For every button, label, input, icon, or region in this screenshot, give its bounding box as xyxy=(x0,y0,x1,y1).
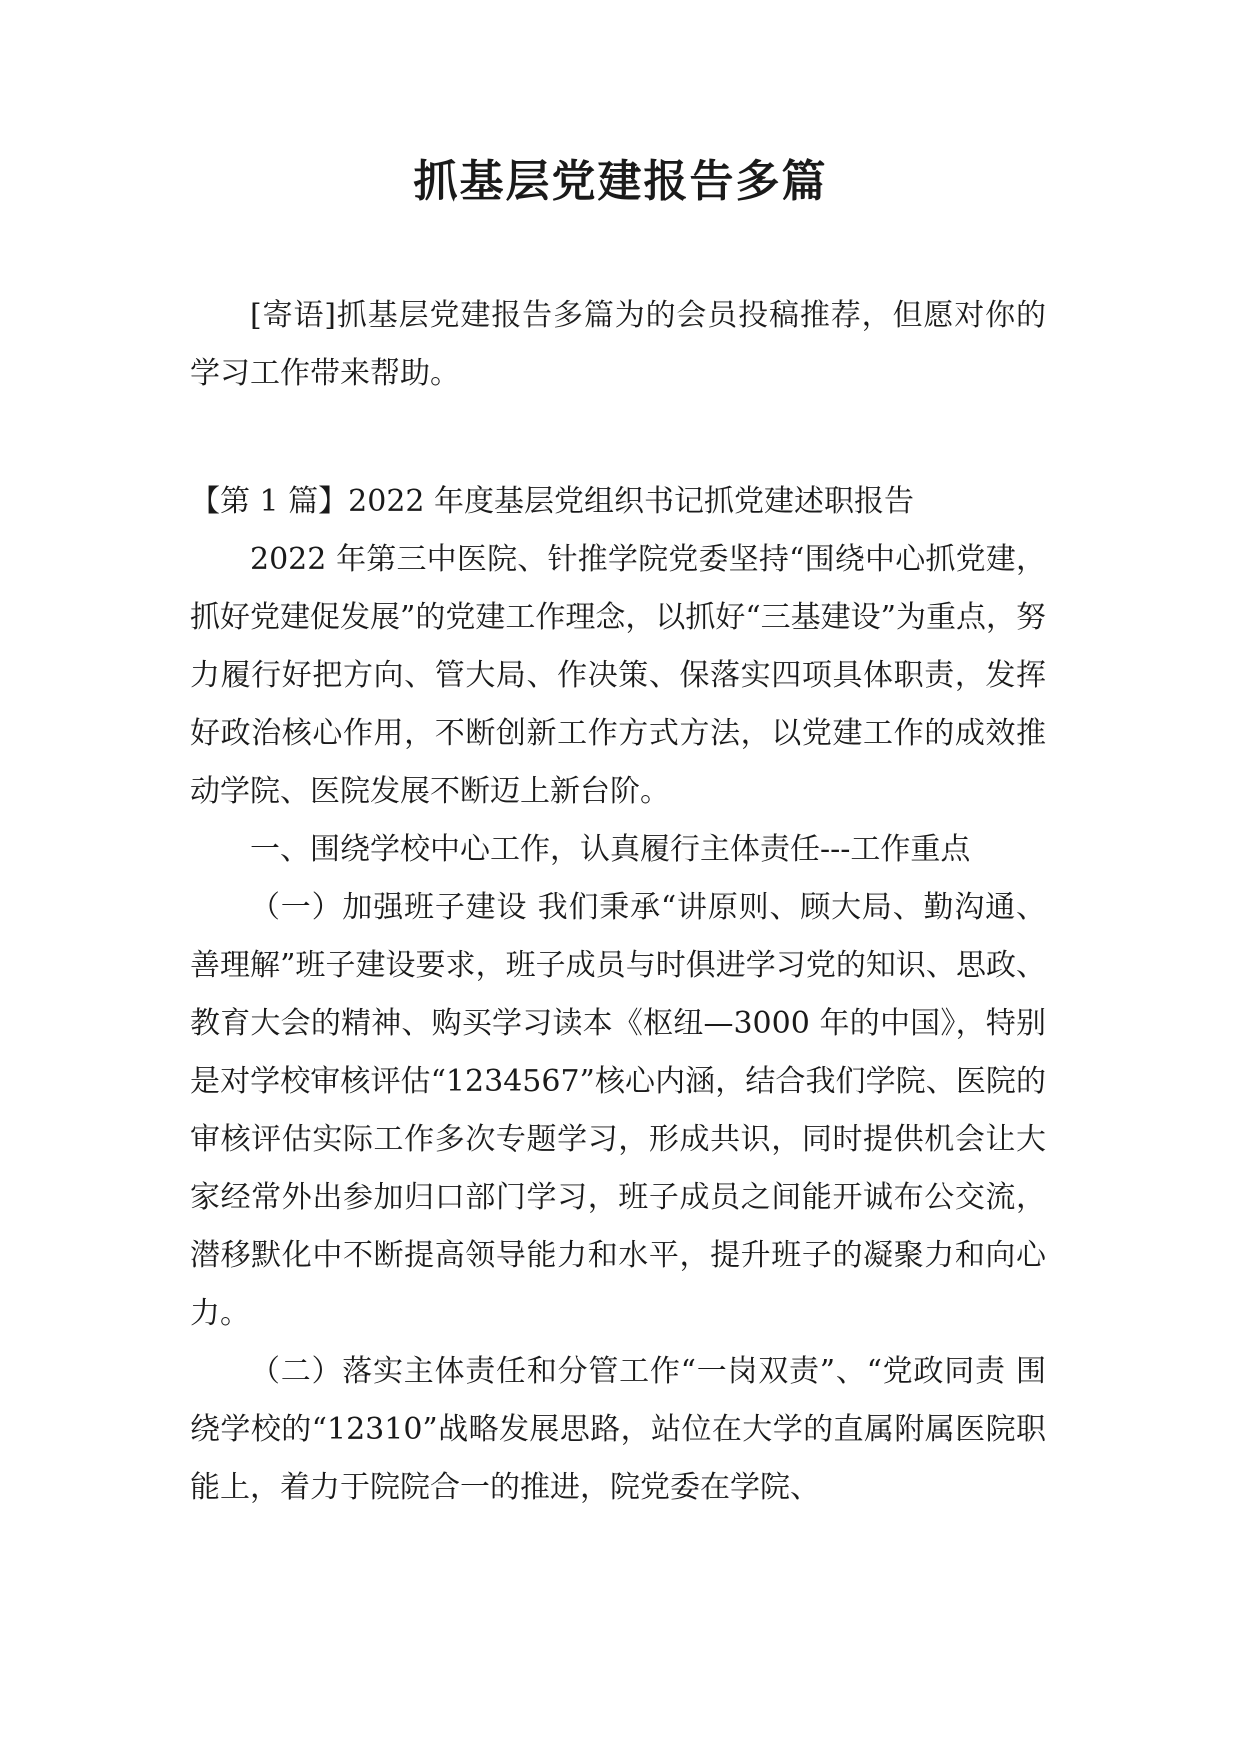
body-paragraph: （一）加强班子建设 我们秉承“讲原则、顾大局、勤沟通、善理解”班子建设要求，班子成员与时俱进学习党的知识、思政、教育大会的精神、购买学习读本《枢纽—3000 年的中国》，特别是对学校审核评估“1234567”核心内涵，结合我们学院、医院的审核评估实际工作多次专题学习，形成共识，同时提供机会让大家经常外出参加归口部门学习，班子成员之间能开诚布公交流，潜移默化中不断提高领导能力和水平，提升班子的凝聚力和向心力。 xyxy=(190,890,1046,1331)
document-title: 抓基层党建报告多篇 xyxy=(413,156,828,207)
document-body xyxy=(190,287,1046,1517)
body-paragraph: （二）落实主体责任和分管工作“一岗双责”、“党政同责 围绕学校的“12310”战略发展思路，站位在大学的直属附属医院职能上，着力于院院合一的推进，院党委在学院、 xyxy=(190,1354,1046,1505)
spacer xyxy=(190,403,1046,473)
body-paragraph: 一、围绕学校中心工作，认真履行主体责任---工作重点 xyxy=(250,832,971,867)
foreword-paragraph: [寄语]抓基层党建报告多篇为的会员投稿推荐，但愿对你的学习工作带来帮助。 xyxy=(190,298,1046,391)
section-heading: 【第 1 篇】2022 年度基层党组织书记抓党建述职报告 xyxy=(190,484,915,519)
body-paragraph: 2022 年第三中医院、针推学院党委坚持“围绕中心抓党建，抓好党建促发展”的党建工作理念，以抓好“三基建设”为重点，努力履行好把方向、管大局、作决策、保落实四项具体职责，发挥好政治核心作用，不断创新工作方式方法，以党建工作的成效推动学院、医院发展不断迈上新台阶。 xyxy=(190,542,1047,809)
